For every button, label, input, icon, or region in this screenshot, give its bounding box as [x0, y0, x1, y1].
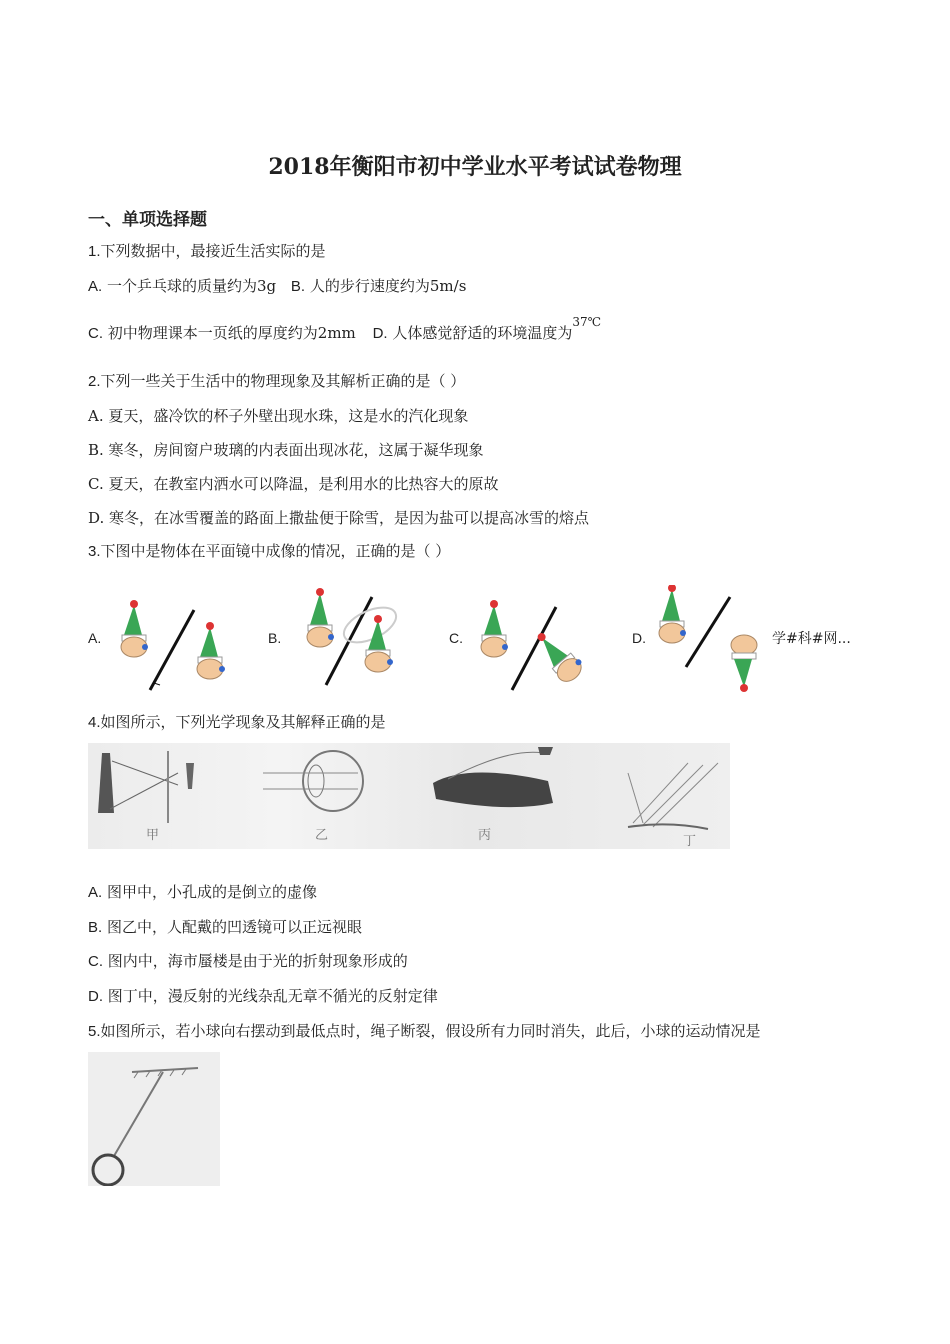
option-d-text: 人体感觉舒适的环境温度为 — [392, 324, 573, 342]
q2-option-a: A. 夏天，盛冷饮的杯子外壁出现水珠，这是水的汽化现象 — [88, 407, 469, 425]
question-stem: 下列数据中，最接近生活实际的是 — [100, 242, 326, 260]
temperature-unit: ℃ — [587, 315, 602, 329]
option-a-text: 一个乒乓球的质量约为3g — [106, 277, 277, 295]
section-heading: 一、单项选择题 — [88, 210, 207, 230]
eye-lens-figure — [263, 751, 363, 811]
option-label-b: B. — [88, 919, 103, 936]
optics-figures — [88, 743, 730, 849]
q2-option-b: B. 寒冬，房间窗户玻璃的内表面出现冰花，这属于凝华现象 — [88, 441, 484, 459]
mirror-figure-d — [652, 585, 767, 695]
q4-option-d — [88, 985, 438, 1008]
option-label-a: A. — [88, 884, 103, 901]
elf-object-icon — [481, 600, 508, 657]
question-stem: 下图中是物体在平面镜中成像的情况，正确的是（ ） — [100, 542, 451, 560]
figure-option-a-label: A. — [88, 630, 102, 646]
figure-caption-jia: 甲 — [146, 828, 160, 843]
pendulum-figure — [88, 1052, 220, 1186]
question-number: 5. — [88, 1023, 101, 1040]
option-c-text: 图内中，海市蜃楼是由于光的折射现象形成的 — [107, 952, 408, 970]
mirror-icon — [150, 610, 194, 690]
source-watermark: 学#科#网... — [772, 631, 851, 647]
elf-image-icon — [529, 624, 587, 686]
q2-option-c: C. 夏天，在教室内洒水可以降温，是利用水的比热容大的原故 — [88, 475, 499, 493]
q4-option-c — [88, 950, 408, 973]
q4-option-b — [88, 916, 362, 939]
elf-image-icon — [197, 622, 225, 679]
question-4 — [88, 711, 386, 734]
option-label-d: D. — [372, 325, 388, 342]
figure-caption-yi: 乙 — [315, 828, 329, 843]
elf-object-icon — [121, 600, 148, 657]
mirror-figure-a — [112, 595, 242, 695]
figure-caption-ding: 丁 — [683, 834, 697, 849]
question-5 — [88, 1020, 761, 1043]
option-label-d: D. — [88, 988, 103, 1005]
question-stem: 如图所示，若小球向右摆动到最低点时，绳子断裂，假设所有力同时消失，此后，小球的运动情况是 — [100, 1022, 761, 1040]
option-label-c: C. — [88, 953, 103, 970]
question-number: 2. — [88, 373, 101, 390]
question-number: 4. — [88, 714, 101, 731]
question-stem: 如图所示，下列光学现象及其解释正确的是 — [100, 713, 386, 731]
figure-option-c-label: C. — [449, 630, 463, 646]
mirror-figure-c — [474, 595, 604, 695]
q1-options-ab — [88, 275, 466, 298]
question-stem: 下列一些关于生活中的物理现象及其解析正确的是（ ） — [100, 372, 466, 390]
option-b-text: 人的步行速度约为5m/s — [309, 277, 467, 295]
option-a-text: 图甲中，小孔成的是倒立的虚像 — [106, 883, 317, 901]
elf-object-icon — [307, 588, 334, 647]
option-label-a: A. — [88, 278, 103, 295]
q1-options-cd — [88, 315, 602, 345]
figure-option-d-label: D. — [632, 630, 646, 646]
option-label-c: C. — [88, 325, 103, 342]
page-title: 2018年衡阳市初中学业水平考试试卷物理 — [268, 154, 682, 180]
elf-image-inverted-icon — [731, 635, 757, 692]
pinhole-camera-figure — [98, 751, 194, 823]
figure-option-b-label: B. — [268, 630, 282, 646]
diffuse-reflection-figure — [628, 763, 718, 829]
option-c-text: 初中物理课本一页纸的厚度约为2mm — [107, 324, 356, 342]
option-label-b: B. — [290, 278, 306, 295]
figure-caption-bing: 丙 — [478, 828, 492, 843]
question-2 — [88, 370, 465, 393]
option-b-text: 图乙中，人配戴的凹透镜可以正远视眼 — [106, 918, 362, 936]
question-number: 1. — [88, 243, 101, 260]
elf-image-icon — [365, 615, 393, 672]
elf-object-icon — [659, 585, 686, 643]
question-1 — [88, 240, 326, 263]
temperature-value: 37 — [572, 315, 588, 329]
q4-option-a — [88, 881, 317, 904]
mirror-icon — [686, 597, 730, 667]
q2-option-d: D. 寒冬，在冰雪覆盖的路面上撒盐便于除雪，是因为盐可以提高冰雪的熔点 — [88, 509, 590, 527]
question-number: 3. — [88, 543, 101, 560]
question-3 — [88, 540, 450, 563]
mirage-figure — [433, 747, 553, 807]
mirror-figure-b — [298, 585, 428, 695]
option-d-text: 图丁中，漫反射的光线杂乱无章不循光的反射定律 — [107, 987, 438, 1005]
